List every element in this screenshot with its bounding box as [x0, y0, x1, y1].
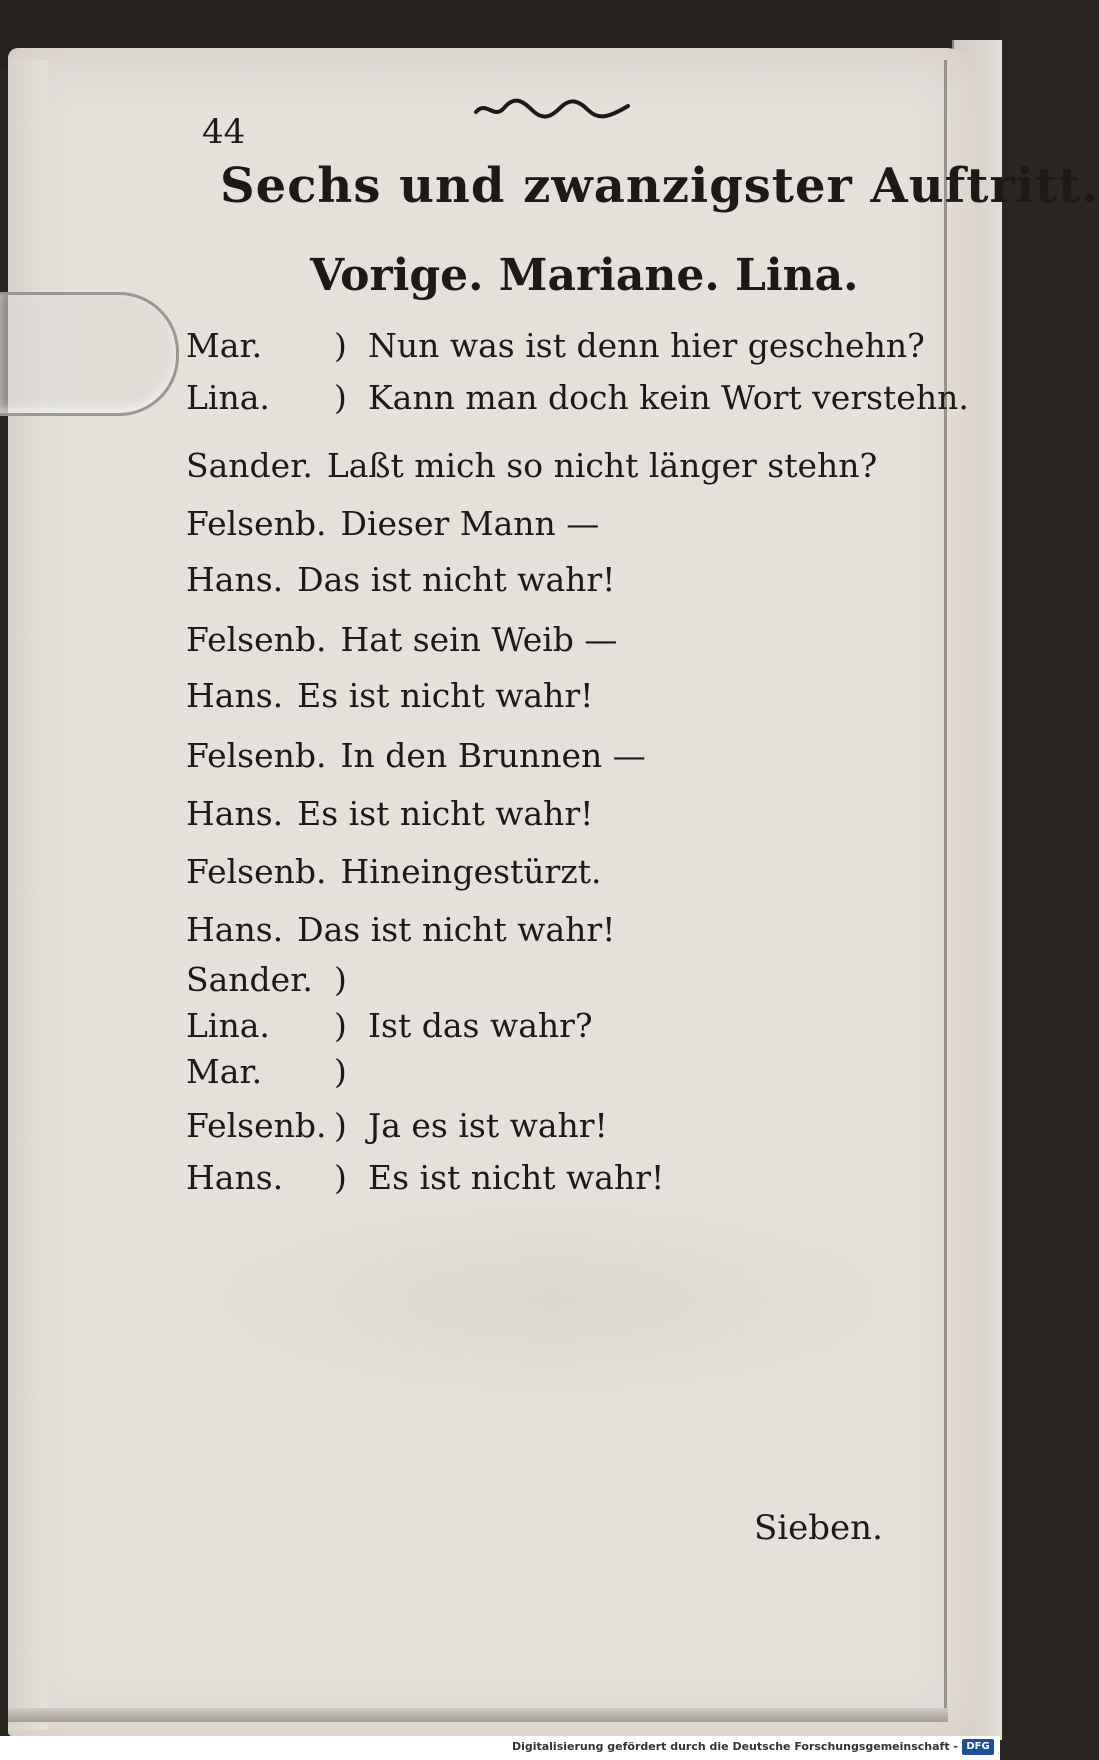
- dialogue-line: [186, 620, 617, 659]
- speech-text: Nun was ist denn hier geschehn?: [368, 326, 925, 365]
- speaker-name: Sander.: [186, 960, 313, 999]
- speaker-name: Lina.: [186, 1006, 270, 1045]
- speaker-name: Hans.: [186, 910, 284, 949]
- speaker-brace: ): [334, 1106, 347, 1145]
- speaker-name: Hans.: [186, 1158, 284, 1197]
- dialogue-line: [186, 676, 593, 715]
- bookmark-icon: [0, 292, 179, 416]
- speech-text: In den Brunnen —: [340, 736, 646, 775]
- speaker-name: Felsenb.: [186, 1106, 327, 1145]
- page-fold-line: [944, 60, 947, 1720]
- dialogue-line: [186, 504, 599, 543]
- speech-text: Laßt mich so nicht länger stehn?: [326, 446, 878, 485]
- speaker-brace: ): [334, 1052, 347, 1091]
- ornament-icon: [472, 96, 632, 122]
- catchword: Sieben.: [754, 1508, 883, 1548]
- dialogue-line: [186, 1106, 608, 1145]
- speaker-brace: ): [334, 1158, 347, 1197]
- speech-text: Es ist nicht wahr!: [297, 676, 594, 715]
- scene-title: Sechs und zwanzigster Auftritt.: [220, 158, 1099, 214]
- dialogue-line: [186, 326, 925, 365]
- speaker-name: Hans.: [186, 676, 284, 715]
- dialogue-line: [186, 736, 646, 775]
- show-through-stain: [200, 1200, 900, 1400]
- speaker-name: Sander.: [186, 446, 313, 485]
- speaker-name: Hans.: [186, 560, 284, 599]
- page-number: 44: [202, 112, 246, 152]
- speaker-name: Felsenb.: [186, 504, 327, 543]
- speech-text: Das ist nicht wahr!: [297, 910, 616, 949]
- footer-credit: Digitalisierung gefördert durch die Deutsche Forschungsgemeinschaft -: [511, 1740, 958, 1753]
- dfg-logo-icon: DFG: [962, 1739, 994, 1755]
- speaker-name: Felsenb.: [186, 620, 327, 659]
- speech-text: Es ist nicht wahr!: [297, 794, 594, 833]
- speech-text: Hat sein Weib —: [340, 620, 618, 659]
- speech-text: Es ist nicht wahr!: [368, 1158, 665, 1197]
- dialogue-line: [186, 1006, 593, 1045]
- footer-bar: [0, 1736, 1000, 1760]
- speaker-name: Mar.: [186, 326, 263, 365]
- dialogue-line: [186, 446, 877, 485]
- dialogue-line: [186, 910, 615, 949]
- speech-text: Dieser Mann —: [340, 504, 600, 543]
- speech-text: Das ist nicht wahr!: [297, 560, 616, 599]
- book-page: [8, 48, 976, 1736]
- speaker-brace: ): [334, 1006, 347, 1045]
- page-bottom-edge: [8, 1708, 948, 1722]
- dialogue-line: [186, 1052, 368, 1091]
- speaker-name: Lina.: [186, 378, 270, 417]
- speech-text: Kann man doch kein Wort verstehn.: [368, 378, 969, 417]
- dialogue-line: [186, 378, 969, 417]
- speaker-brace: ): [334, 960, 347, 999]
- speech-text: Ist das wahr?: [368, 1006, 593, 1045]
- speech-text: Ja es ist wahr!: [368, 1106, 608, 1145]
- speaker-name: Hans.: [186, 794, 284, 833]
- dialogue-line: [186, 852, 601, 891]
- dialogue-line: [186, 560, 615, 599]
- speech-text: Hineingestürzt.: [340, 852, 602, 891]
- dialogue-line: [186, 1158, 664, 1197]
- dialogue-line: [186, 960, 368, 999]
- speaker-name: Felsenb.: [186, 736, 327, 775]
- speaker-brace: ): [334, 326, 347, 365]
- speaker-brace: ): [334, 378, 347, 417]
- speaker-name: Felsenb.: [186, 852, 327, 891]
- speaker-name: Mar.: [186, 1052, 263, 1091]
- scene-characters: Vorige. Mariane. Lina.: [310, 250, 859, 301]
- dialogue-line: [186, 794, 593, 833]
